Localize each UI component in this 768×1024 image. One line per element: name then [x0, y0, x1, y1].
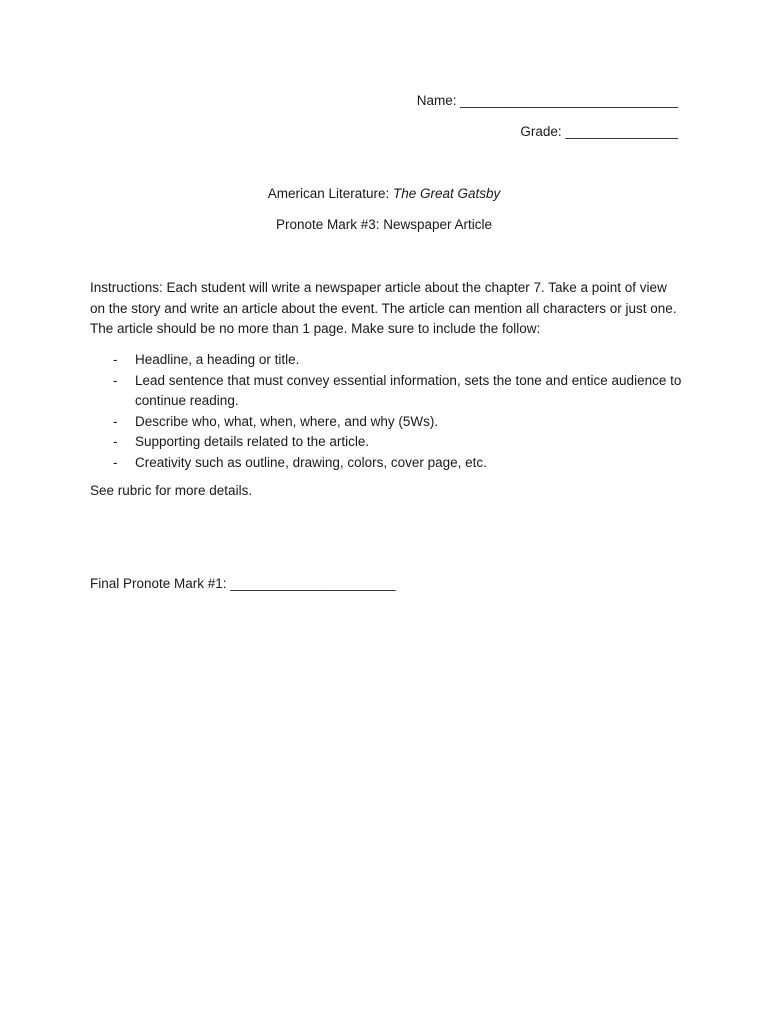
list-bullet: -: [113, 413, 118, 429]
list-bullet: -: [113, 372, 118, 388]
final-mark-label: Final Pronote Mark #1:: [90, 576, 227, 591]
list-item-text: Supporting details related to the article.: [135, 434, 370, 449]
instructions-paragraph: Instructions: Each student will write a newspaper article about the chapter 7. Take a point of view on the story and write an article about the event. The article can mention all characters or just one. The article should be no more than 1 page. Make sure to include the follow:: [90, 280, 677, 336]
list-item-text: Headline, a heading or title.: [135, 352, 300, 367]
final-mark-blank[interactable]: ______________________: [230, 576, 396, 591]
list-item-text: Describe who, what, when, where, and why (5Ws).: [135, 413, 439, 429]
name-blank[interactable]: _____________________________: [460, 93, 678, 108]
final-mark-field[interactable]: [90, 576, 396, 591]
requirements-list: [90, 350, 685, 473]
assignment-title: Pronote Mark #3: Newspaper Article: [275, 217, 493, 232]
list-item-text: Lead sentence that must convey essential information, sets the tone and entice audience to continue reading.: [135, 372, 682, 408]
list-item-text: Creativity such as outline, drawing, colors, cover page, etc.: [135, 454, 487, 470]
grade-label: Grade:: [520, 124, 562, 139]
list-bullet: -: [113, 434, 118, 449]
list-item: [90, 371, 685, 412]
grade-field[interactable]: [520, 124, 678, 139]
course-title: [0, 186, 768, 201]
book-title: The Great Gatsby: [393, 186, 501, 201]
list-item: [90, 350, 685, 371]
list-item: [90, 432, 685, 453]
course-prefix: American Literature:: [267, 186, 390, 201]
list-bullet: -: [113, 454, 118, 470]
name-field[interactable]: [417, 93, 678, 108]
grade-blank[interactable]: _______________: [565, 124, 678, 139]
list-bullet: -: [113, 352, 118, 367]
list-item: [90, 412, 685, 433]
list-item: [90, 453, 685, 474]
see-rubric-note: See rubric for more details.: [90, 483, 253, 498]
name-label: Name:: [416, 93, 457, 108]
